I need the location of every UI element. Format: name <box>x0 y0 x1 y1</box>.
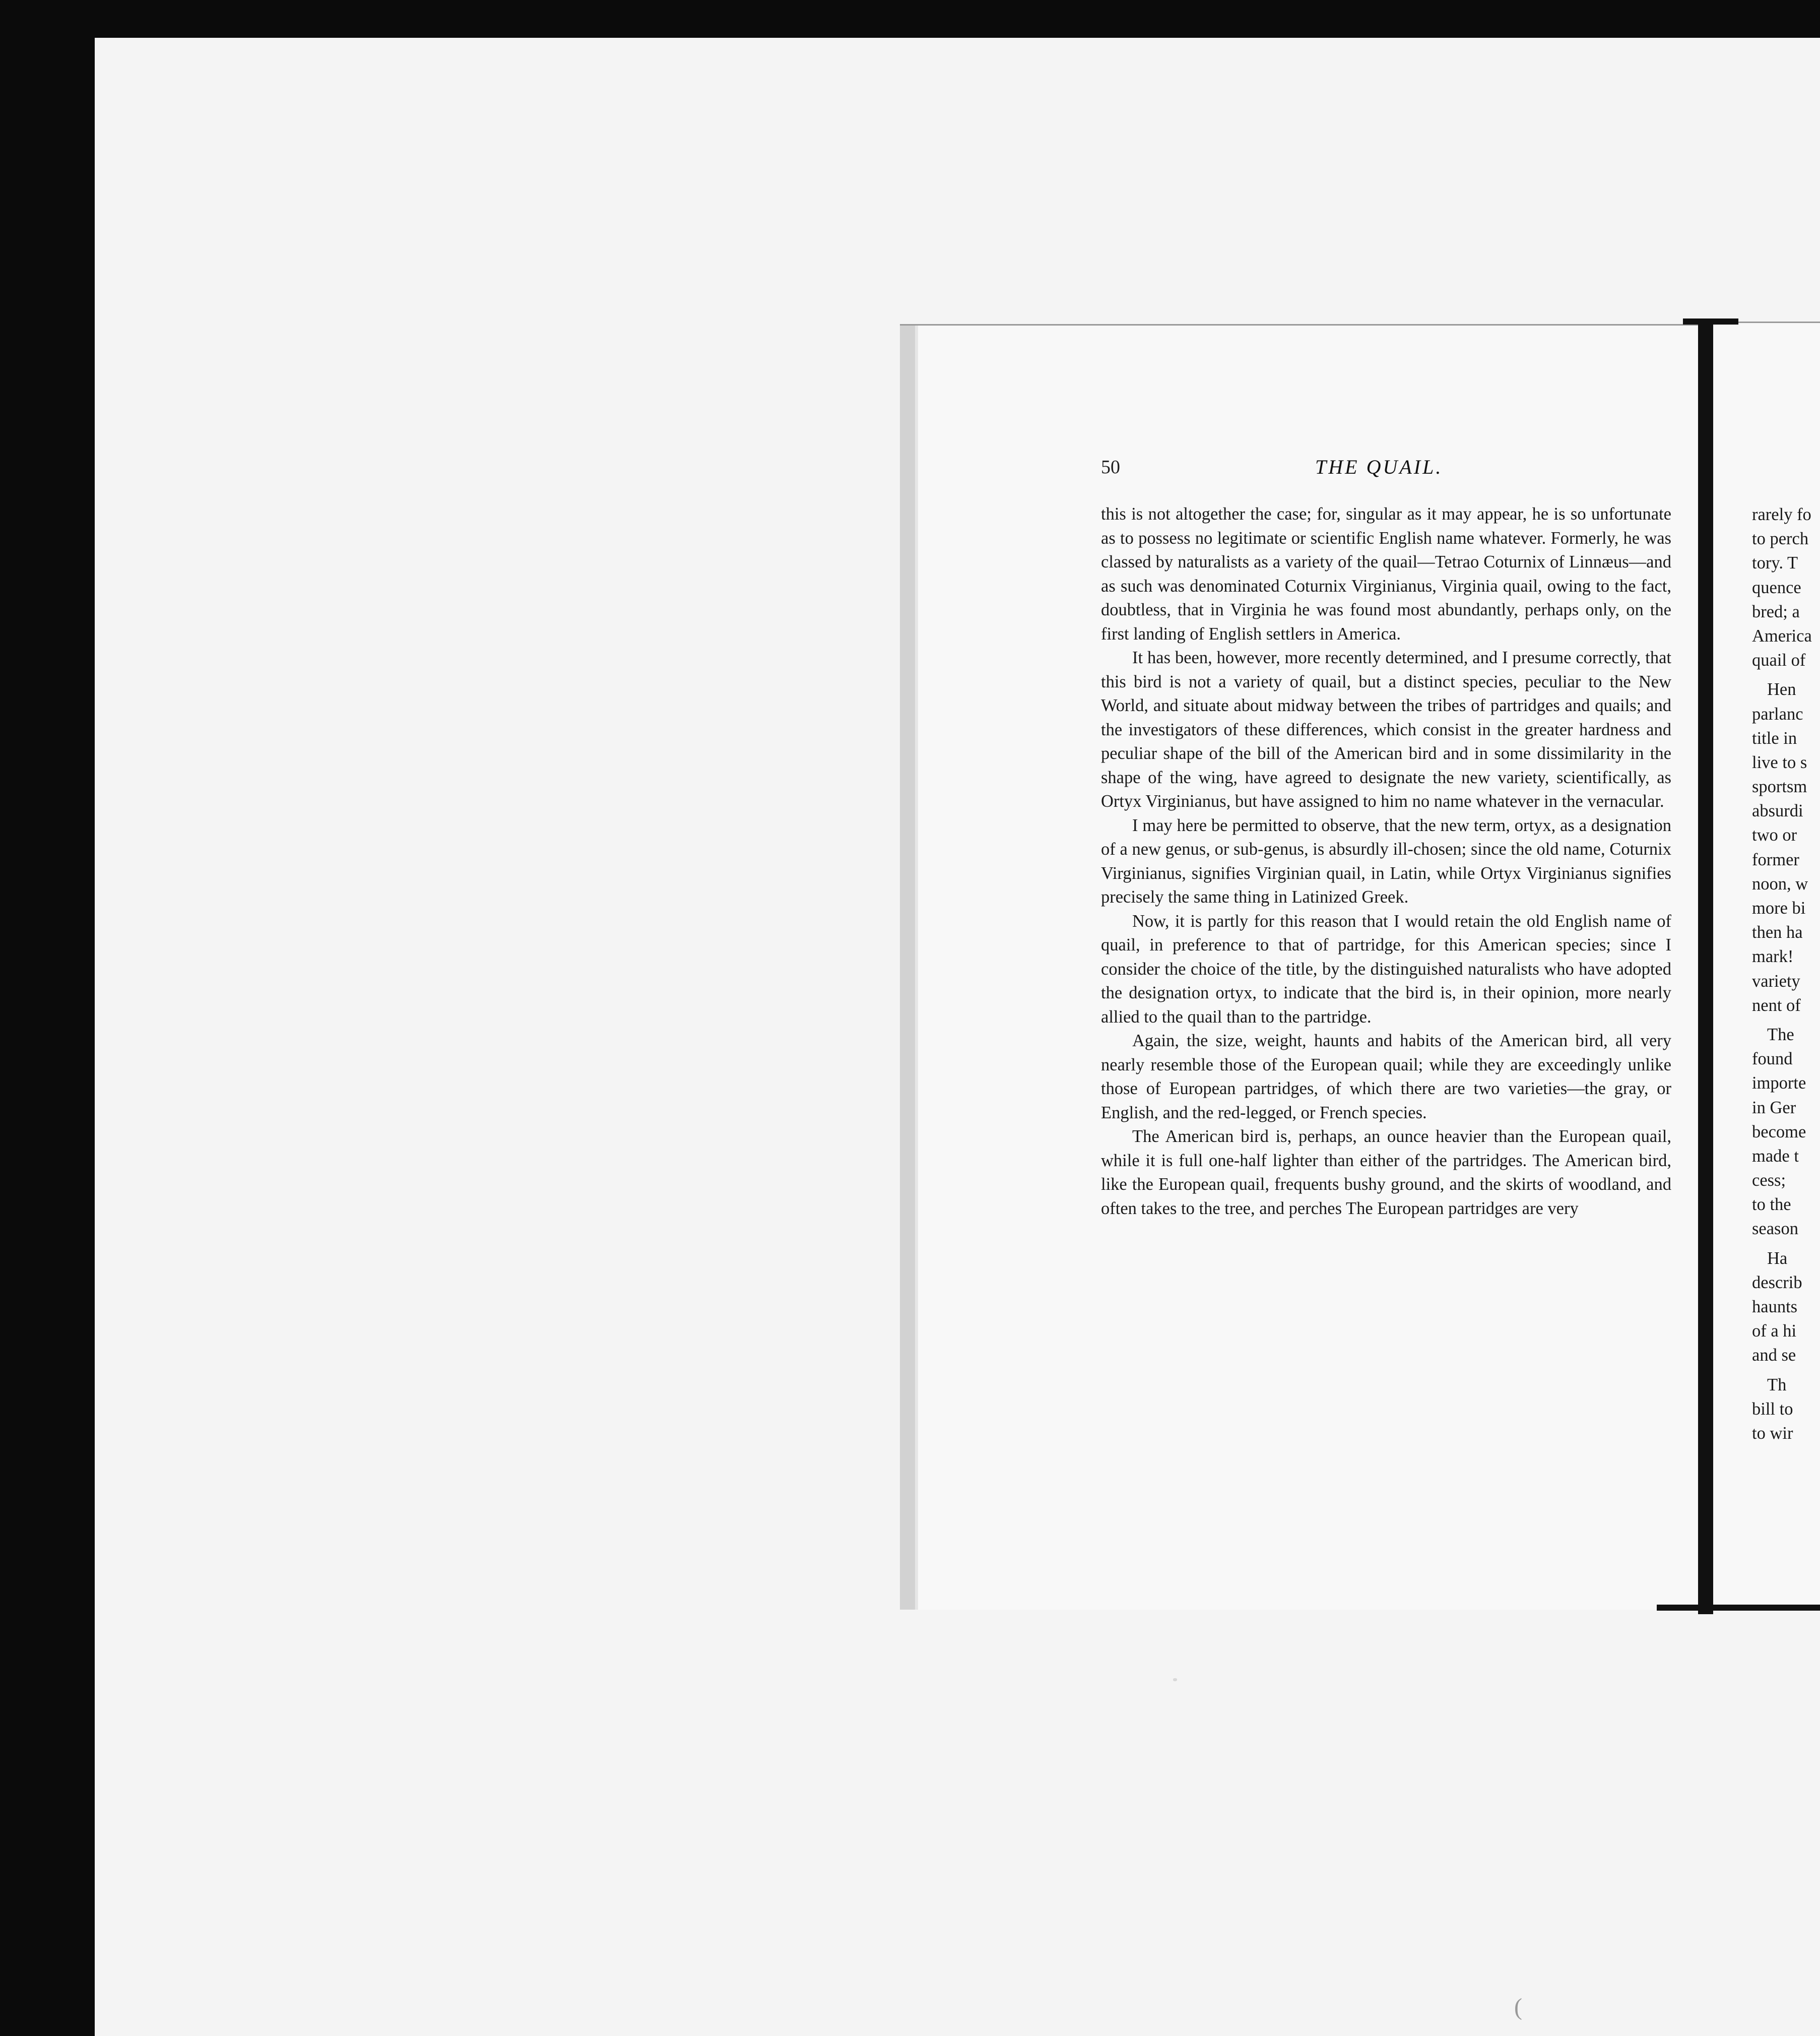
facing-line-fragment: title in <box>1752 728 1797 748</box>
facing-line-fragment: variety <box>1752 971 1800 991</box>
facing-line-fragment: mark! <box>1752 947 1794 967</box>
facing-line-fragment: cess; <box>1752 1171 1786 1190</box>
facing-line-fragment: tory. T <box>1752 553 1798 573</box>
paragraph: Now, it is partly for this reason that I would retain the old English name of quail, in preference to that of partridge, for this American species; since I consider the choice of the title, by the distinguished naturalists who have adopted the designation ortyx, to indicate that the bird is, in their opinion, more nearly allied to the quail than to the partridge. <box>1101 911 1671 1027</box>
paragraph: Again, the size, weight, haunts and habits of the American bird, all very nearly resemble those of the European quail; while they are exceedingly unlike those of European partridges, of which there are two varieties—the gray, or English, and the red-legged, or French species. <box>1101 1031 1671 1122</box>
facing-line-fragment: and se <box>1752 1346 1796 1365</box>
facing-line-fragment: then ha <box>1752 923 1803 942</box>
spine-top-edge <box>1683 319 1738 325</box>
paragraph-gap <box>1752 1241 1820 1246</box>
facing-line-fragment: of a hi <box>1752 1321 1797 1341</box>
facing-line-fragment: more bi <box>1752 899 1806 918</box>
paragraph-gap <box>1752 672 1820 677</box>
facing-line-fragment: in Ger <box>1752 1098 1796 1117</box>
paragraph: I may here be permitted to observe, that the new term, ortyx, as a designation of a new genus, or sub-genus, is absurdly ill-chosen; since the old name, Coturnix Virginianus, signifies Virginian quail, in Latin, while Ortyx Virginianus signifies precisely the same thing in Latinized Greek. <box>1101 815 1671 907</box>
facing-line-fragment: nent of <box>1752 995 1801 1015</box>
facing-line-fragment: become <box>1752 1122 1806 1141</box>
facing-line-fragment: Th <box>1767 1375 1787 1394</box>
facing-line-fragment: Hen <box>1767 680 1796 699</box>
facing-line-fragment: quail of <box>1752 651 1806 670</box>
running-head: THE QUAIL. <box>1315 456 1443 478</box>
facing-line-fragment: found <box>1752 1049 1793 1069</box>
paragraph: The American bird is, perhaps, an ounce heavier than the European quail, while it is full one-half lighter than either of the partridges. The American bird, like the European quail, frequents bushy ground, and the skirts of woodland, and often takes to the tree, and perches The European partridges are very <box>1101 1127 1671 1218</box>
page-number: 50 <box>1101 457 1120 478</box>
facing-line-fragment: former <box>1752 850 1799 869</box>
page-edge-shadow <box>915 326 918 1610</box>
paragraph-gap <box>1752 1368 1820 1373</box>
page-gutter-shadow <box>900 326 915 1610</box>
page-header <box>1101 456 1680 486</box>
paragraph-gap <box>1752 1017 1820 1023</box>
facing-line-fragment: bred; a <box>1752 602 1800 621</box>
facing-line-fragment: Ha <box>1767 1248 1788 1268</box>
facing-line-fragment: absurdi <box>1752 801 1803 821</box>
scan-mark: ( <box>1514 1994 1522 2020</box>
facing-line-fragment: haunts <box>1752 1297 1798 1316</box>
paragraph: this is not altogether the case; for, singular as it may appear, he is so unfortunate as to possess no legitimate or scientific English name whatever. Formerly, he was classed by naturalists as a variety of the quail—Tetrao Coturnix of Linnæus—and as such was denominated Coturnix Virginianus, Virginia quail, owing to the fact, doubtless, that in Virginia he was found most abundantly, perhaps only, on the first landing of English settlers in America. <box>1101 504 1671 644</box>
paragraph: It has been, however, more recently determined, and I presume correctly, that this bird is not a variety of quail, but a distinct species, peculiar to the New World, and situate about midway between the tribes of partridges and quails; and the investigators of these differences, which consist in the greater hardness and peculiar shape of the bill of the American bird and in some dissimilarity in the shape of the wing, have agreed to designate the new variety, scientifically, as Ortyx Virginianus, but have assigned to him no name whatever in the vernacular. <box>1101 648 1671 811</box>
facing-line-fragment: noon, w <box>1752 874 1808 894</box>
facing-line-fragment: made t <box>1752 1146 1799 1166</box>
facing-line-fragment: sportsm <box>1752 777 1807 797</box>
scan-speck <box>1173 1678 1177 1681</box>
facing-line-fragment: to wir <box>1752 1423 1793 1443</box>
facing-line-fragment: rarely fo <box>1752 505 1811 524</box>
facing-line-fragment: season <box>1752 1219 1798 1239</box>
facing-page-text <box>1752 502 1820 1445</box>
facing-line-fragment: The <box>1767 1025 1794 1044</box>
facing-line-fragment: two or <box>1752 825 1797 845</box>
facing-line-fragment: importe <box>1752 1073 1806 1093</box>
book-spine <box>1698 320 1713 1614</box>
facing-line-fragment: describ <box>1752 1272 1802 1292</box>
facing-line-fragment: quence <box>1752 578 1801 597</box>
facing-line-fragment: live to s <box>1752 752 1807 772</box>
facing-line-fragment: bill to <box>1752 1399 1793 1419</box>
spine-bottom-edge <box>1657 1605 1820 1611</box>
facing-line-fragment: America <box>1752 626 1812 646</box>
facing-line-fragment: to the <box>1752 1195 1791 1215</box>
body-text <box>1101 502 1671 1221</box>
facing-line-fragment: to perch <box>1752 529 1809 549</box>
facing-line-fragment: parlanc <box>1752 704 1803 724</box>
